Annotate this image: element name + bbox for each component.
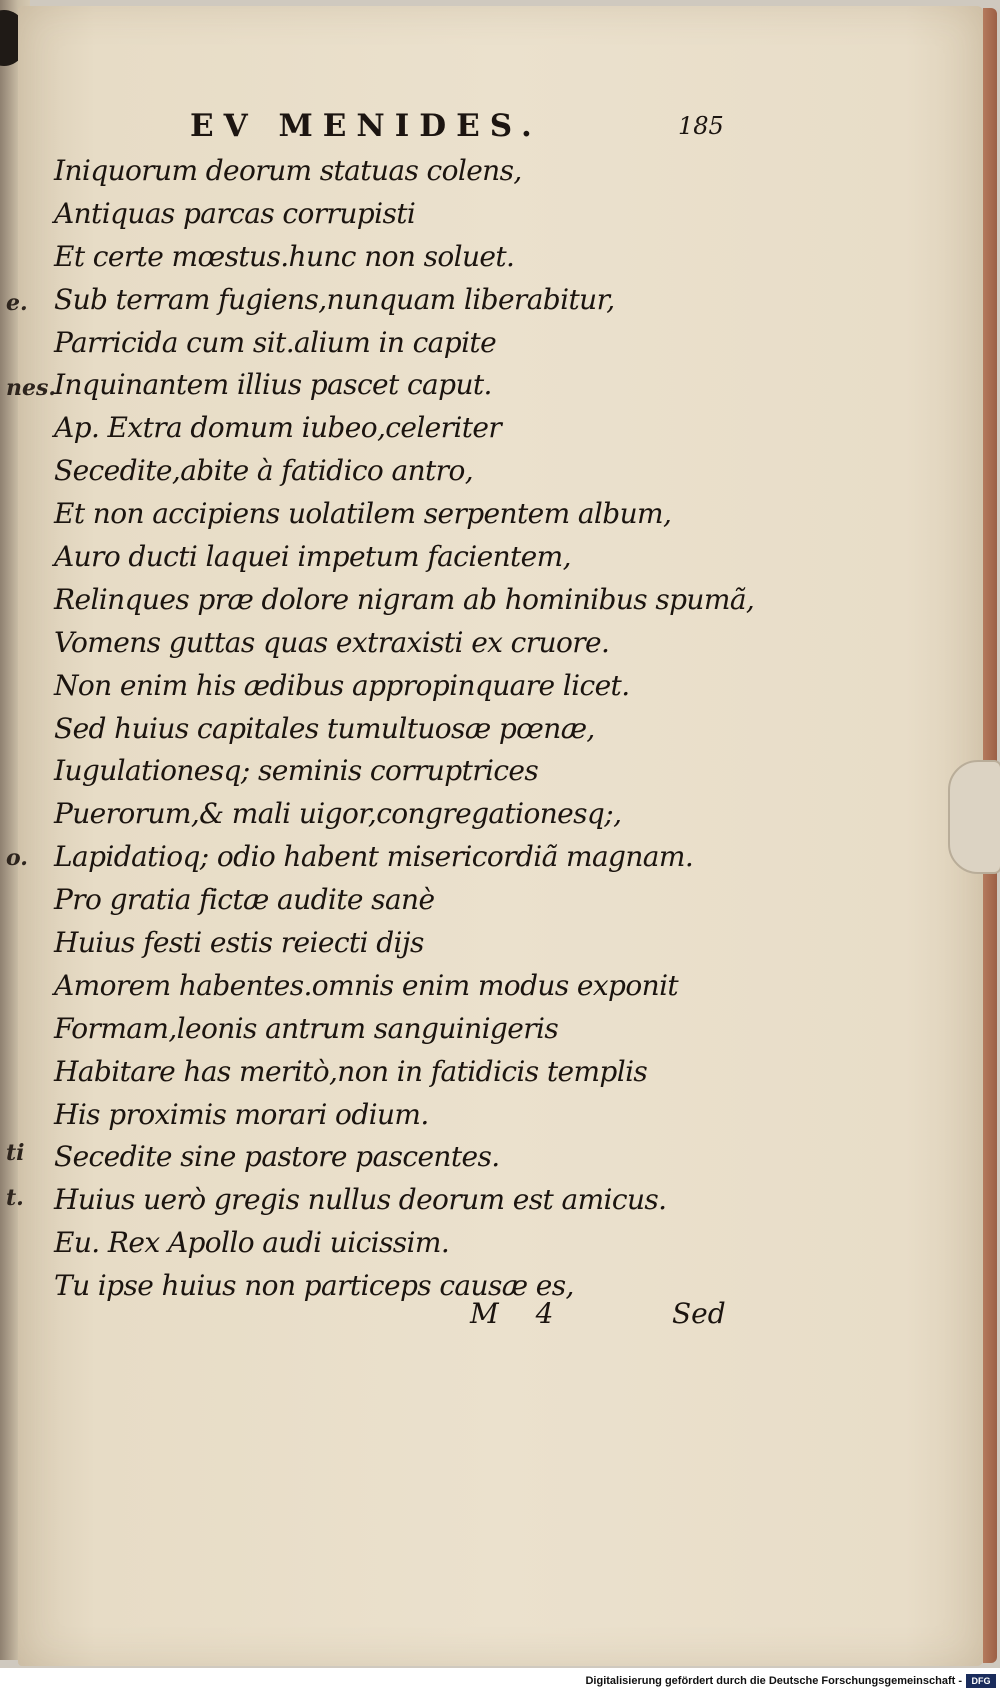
margin-fragment: ti bbox=[6, 1140, 25, 1166]
text-line: Sed huius capitales tumultuosæ pœnæ, bbox=[54, 711, 595, 745]
catchword: Sed bbox=[672, 1297, 726, 1330]
margin-fragment: o. bbox=[6, 845, 28, 871]
text-line: Puerorum,& mali uigor,congregationesq;, bbox=[54, 797, 622, 831]
page-footer bbox=[470, 1297, 730, 1337]
text-line: Huius uerò gregis nullus deorum est amicus. bbox=[54, 1183, 667, 1217]
text-line: Formam,leonis antrum sanguinigeris bbox=[54, 1011, 559, 1045]
text-line: Non enim his ædibus appropinquare licet. bbox=[54, 668, 630, 702]
text-line: His proximis morari odium. bbox=[54, 1097, 429, 1131]
running-head: EV MENIDES. bbox=[190, 108, 542, 144]
text-line: Amorem habentes.omnis enim modus exponit bbox=[54, 968, 679, 1002]
page-tab-clip bbox=[948, 760, 1000, 874]
text-line: Sub terram fugiens,nunquam liberabitur, bbox=[54, 282, 615, 316]
text-line: Pro gratia fictæ audite sanè bbox=[54, 883, 435, 917]
text-line: Iugulationesq; seminis corruptrices bbox=[54, 754, 539, 788]
page-header bbox=[190, 108, 750, 148]
page-number: 185 bbox=[678, 112, 724, 140]
text-line: Ap. Extra domum iubeo,celeriter bbox=[54, 411, 502, 445]
margin-fragment: nes. bbox=[6, 375, 57, 401]
margin-fragment: t. bbox=[6, 1185, 24, 1211]
digitization-credit-bar bbox=[0, 1668, 1000, 1695]
text-line: Secedite sine pastore pascentes. bbox=[54, 1140, 500, 1174]
text-line: Et non accipiens uolatilem serpentem album, bbox=[54, 497, 672, 531]
text-line: Et certe mœstus.hunc non soluet. bbox=[54, 239, 515, 273]
signature-mark: M 4 bbox=[470, 1297, 568, 1330]
dfg-logo-icon: DFG bbox=[966, 1674, 996, 1688]
text-line: Relinques præ dolore nigram ab hominibus spumã, bbox=[54, 582, 755, 616]
text-line: Parricida cum sit.alium in capite bbox=[54, 325, 497, 359]
text-line: Auro ducti laquei impetum facientem, bbox=[54, 540, 571, 574]
text-line: Secedite,abite à fatidico antro, bbox=[54, 454, 473, 488]
text-line: Inquinantem illius pascet caput. bbox=[54, 368, 492, 402]
text-line: Tu ipse huius non particeps causæ es, bbox=[54, 1269, 574, 1303]
text-line: Vomens guttas quas extraxisti ex cruore. bbox=[54, 625, 610, 659]
verse-text bbox=[54, 150, 754, 1308]
text-line: Huius festi estis reiecti dijs bbox=[54, 926, 424, 960]
text-line: Lapidatioq; odio habent misericordiã magnam. bbox=[54, 840, 694, 874]
text-line: Antiquas parcas corrupisti bbox=[54, 196, 416, 230]
text-line: Eu. Rex Apollo audi uicissim. bbox=[54, 1226, 450, 1260]
margin-fragment: e. bbox=[6, 290, 28, 316]
credit-text: Digitalisierung gefördert durch die Deutsche Forschungsgemeinschaft - bbox=[585, 1675, 962, 1687]
text-line: Iniquorum deorum statuas colens, bbox=[54, 154, 522, 187]
text-line: Habitare has meritò,non in fatidicis templis bbox=[54, 1054, 648, 1088]
